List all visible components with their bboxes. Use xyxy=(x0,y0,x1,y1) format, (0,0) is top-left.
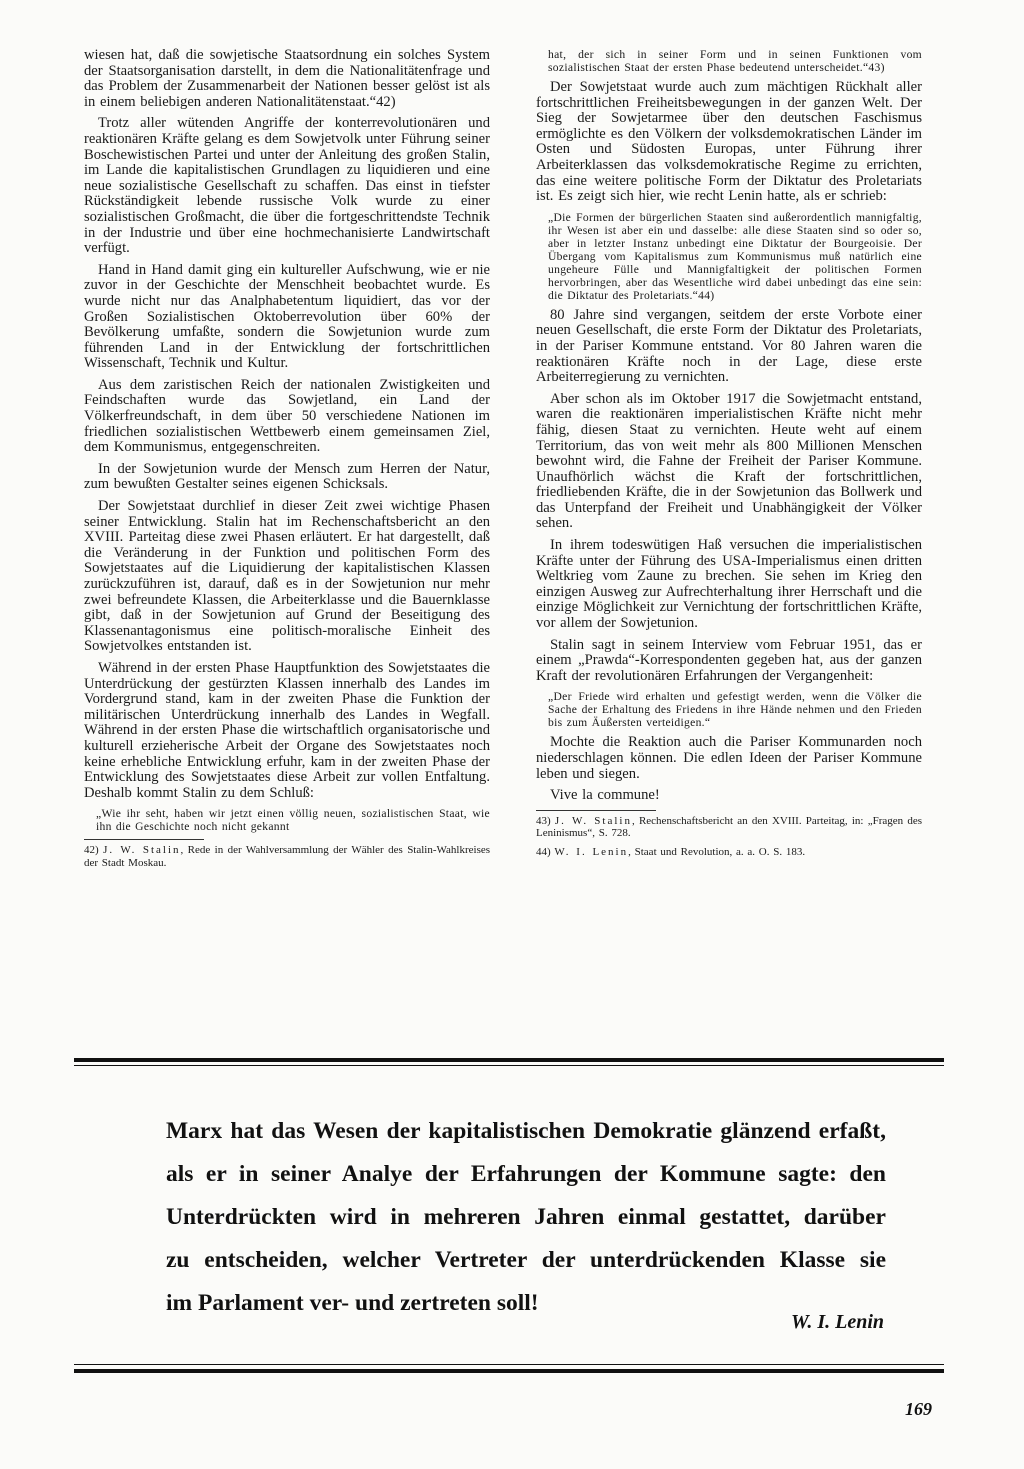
closing-slogan: Vive la commune! xyxy=(550,787,660,804)
paragraph: In der Sowjetunion wurde der Mensch zum Herren der Natur, zum bewußten Gestalter seines eigenen Schicksals. xyxy=(84,460,490,493)
paragraph: Mochte die Reaktion auch die Pariser Kommunarden noch niederschlagen können. Die edlen Ideen der Pariser Kommune leben und siegen. xyxy=(536,734,922,782)
bottom-rule-thick xyxy=(74,1369,944,1373)
bottom-rule-thin xyxy=(74,1364,944,1365)
paragraph: Hand in Hand damit ging ein kultureller Aufschwung, wie er nie zuvor in der Geschichte der Menschheit beobachtet wurde. Es wurde nicht nur das Analphabetentum liquidiert, das vor der Großen Sozialistischen Oktoberrevolution über 60% der Bevölkerung umfaßte, sondern die Sowjetunion wurde zum führenden Land in der Entwicklung der fortschrittlichen Wissenschaft, Technik und Kultur. xyxy=(84,261,490,372)
paragraph: Der Sowjetstaat wurde auch zum mächtigen Rückhalt aller fortschrittlichen Freiheitsbewegungen in der ganzen Welt. Der Sieg der Sowjetarmee über den deutschen Faschismus ermöglichte es den Völkern der volksdemokratischen Länder im Osten und Südosten Europas, unter Führung ihrer Arbeiterklassen das volksdemokratische Regime zu errichten, das eine weitere politische Form der Diktatur des Proletariats ist. Es zeigt sich hier, wie recht Lenin hatte, als er schrieb: xyxy=(536,79,922,205)
footnote-divider xyxy=(84,839,204,840)
footnote-divider xyxy=(536,810,656,811)
paragraph: In ihrem todeswütigen Haß versuchen die imperialistischen Kräfte unter der Führung des USA-Imperialismus einen dritten Weltkrieg vom Zaune zu brechen. Sie sehen im Krieg den einzigen Ausweg zur Aufrechterhaltung ihrer Herrschaft und die einzige Möglichkeit zur Vernichtung der fortschrittlichen Kräfte, vor allem der Sowjetunion. xyxy=(536,537,922,632)
footnote-44 xyxy=(536,846,922,859)
left-column xyxy=(84,48,490,875)
paragraph: Während in der ersten Phase Hauptfunktion des Sowjetstaates die Unterdrückung der gestürzten Klassen innerhalb des Landes im Vordergrund stand, kam in der zweiten Phase die Funktion der militärischen Unterdrückung innerhalb des Landes in Wegfall. Während in der ersten Phase die wirtschaftlich organisatorische und kulturell erzieherische Arbeit der Organe des Sowjetstaates noch keine erhebliche Entwicklung erfuhr, kam in der zweiten Phase der Entwicklung des Sowjetstaates diese Arbeit zur vollen Entfaltung. Deshalb kommt Stalin zu dem Schluß: xyxy=(84,659,490,801)
paragraph: Aus dem zaristischen Reich der nationalen Zwistigkeiten und Feindschaften wurde das Sowjetland, ein Land der Völkerfreundschaft, in dem über 50 verschiedene Nationen im friedlichen sozialistischen Wettbewerb einem gemeinsamen Ziel, dem Kommunismus, entgegenschreiten. xyxy=(84,376,490,456)
paragraph: 80 Jahre sind vergangen, seitdem der erste Vorbote einer neuen Gesellschaft, die erste Form der Diktatur des Proletariats, in der Pariser Kommune entstand. Vor 80 Jahren waren die reaktionären Kräfte noch in der Lage, diese erste Arbeiterregierung zu vernichten. xyxy=(536,306,922,386)
page-number: 169 xyxy=(905,1399,932,1419)
footnote-number: 43) xyxy=(536,814,551,827)
quote-line: Marx hat das Wesen der kapitalistischen Demokratie glänzend erfaßt, xyxy=(166,1118,886,1144)
footnote-author: W. I. Lenin xyxy=(554,845,629,858)
footnote-text: , Rechenschaftsbericht an den XVIII. Parteitag, in: „Fragen des Leninismus“, S. 728. xyxy=(536,814,923,840)
right-column xyxy=(536,48,922,864)
footnote-number: 42) xyxy=(84,844,99,857)
quote-line: zu entscheiden, welcher Vertreter der unterdrückenden Klasse sie xyxy=(166,1247,886,1273)
quote-line: Unterdrückten wird in mehreren Jahren einmal gestattet, darüber xyxy=(166,1204,886,1230)
lenin-quote-box xyxy=(166,1110,886,1325)
paragraph: Stalin sagt in seinem Interview vom Februar 1951, das er einem „Prawda“-Korrespondenten gegeben hat, aus der ganzen Kraft der revolutionären Erfahrungen der Vergangenheit: xyxy=(536,636,922,684)
footnote-text: , Rede in der Wahlversammlung der Wähler des Stalin-Wahlkreises der Stadt Moskau. xyxy=(84,844,491,869)
top-rule-thick xyxy=(74,1058,944,1062)
footnote-43 xyxy=(536,815,922,840)
paragraph: Trotz aller wütenden Angriffe der konterrevolutionären und reaktionären Kräfte gelang es dem Sowjetvolk unter Führung seiner Boschewistischen Partei und unter der Anleitung des großen Stalin, im Lande die kapitalistischen Grundlagen zu liquidieren und eine neue sozialistische Gesellschaft zu schaffen. Das einst in tiefster Rückständigkeit lebende russische Volk wurde zu einer sozialistischen Großmacht, die über die fortgeschrittendste Technik in der Industrie und über eine hochmechanisierte Landwirtschaft verfügt. xyxy=(84,115,490,257)
top-rule-thin xyxy=(74,1065,944,1066)
block-quote: „Der Friede wird erhalten und gefestigt werden, wenn die Völker die Sache der Erhaltung des Friedens in ihre Hände nehmen und den Frieden bis zum Äußersten verteidigen.“ xyxy=(548,690,922,730)
block-quote: „Wie ihr seht, haben wir jetzt einen völlig neuen, sozialistischen Staat, wie ihn die Geschichte noch nicht gekannt xyxy=(96,807,490,834)
quote-line: im Parlament ver- und zertreten soll! xyxy=(166,1290,539,1316)
block-quote-continued: hat, der sich in seiner Form und in seinen Funktionen vom sozialistischen Staat der ersten Phase bedeutend unterscheidet.“43) xyxy=(548,48,922,74)
footnote-number: 44) xyxy=(536,845,551,858)
footnote-author: J. W. Stalin xyxy=(103,844,181,857)
paragraph: Aber schon als im Oktober 1917 die Sowjetmacht entstand, waren die reaktionären imperialistischen Kräfte nicht mehr fähig, diesen Staat zu vernichten. Heute weht auf einem Territorium, das von weit mehr als 800 Millionen Menschen bewohnt wird, die Fahne der Freiheit der Pariser Kommune. Unaufhörlich wächst die Kraft der fortschrittlichen, friedliebenden Kräfte, die in der Sowjetunion das Bollwerk und das Unterpfand der Freiheit und Unabhängigkeit der Völker sehen. xyxy=(536,390,922,532)
footnote-text: , Staat und Revolution, a. a. O. S. 183. xyxy=(628,845,806,858)
quote-line: als er in seiner Analye der Erfahrungen der Kommune sagte: den xyxy=(166,1161,886,1187)
quote-author: W. I. Lenin xyxy=(791,1311,884,1333)
paragraph: wiesen hat, daß die sowjetische Staatsordnung ein solches System der Staatsorganisation darstellt, in dem die Nationalitätenfrage und das Problem der Zusammenarbeit der Nationen besser gelöst ist als in einem beliebigen anderen Nationalitätenstaat.“42) xyxy=(84,47,490,110)
footnote-author: J. W. Stalin xyxy=(554,814,632,827)
footnote-42 xyxy=(84,844,490,869)
block-quote: „Die Formen der bürgerlichen Staaten sind außerordentlich mannigfaltig, ihr Wesen ist aber ein und dasselbe: alle diese Staaten sind so oder so, aber in letzter Instanz unbedingt eine Diktatur der Bourgeoisie. Der Übergang vom Kapitalismus zum Kommunismus muß natürlich eine ungeheure Fülle und Mannigfaltigkeit der politischen Formen hervorbringen, aber das Wesentliche wird dabei unbedingt das eine sein: die Diktatur des Proletariats.“44) xyxy=(548,210,922,302)
paragraph: Der Sowjetstaat durchlief in dieser Zeit zwei wichtige Phasen seiner Entwicklung. Stalin hat im Rechenschaftsbericht an den XVIII. Parteitag diese zwei Phasen erläutert. Er hat dargestellt, daß die Veränderung in der Funktion und politischen Form des Sowjetstaates auf die Liquidierung der kapitalistischen Klassen zurückzuführen ist, darauf, daß es in der Sowjetunion nur mehr zwei befreundete Klassen, die Arbeiterklasse und die Bauernklasse gibt, daß in der Sowjetunion auf Grund der Beseitigung des Klassenantagonismus eine politisch-moralische Einheit des Sowjetvolkes entstanden ist. xyxy=(84,498,490,655)
